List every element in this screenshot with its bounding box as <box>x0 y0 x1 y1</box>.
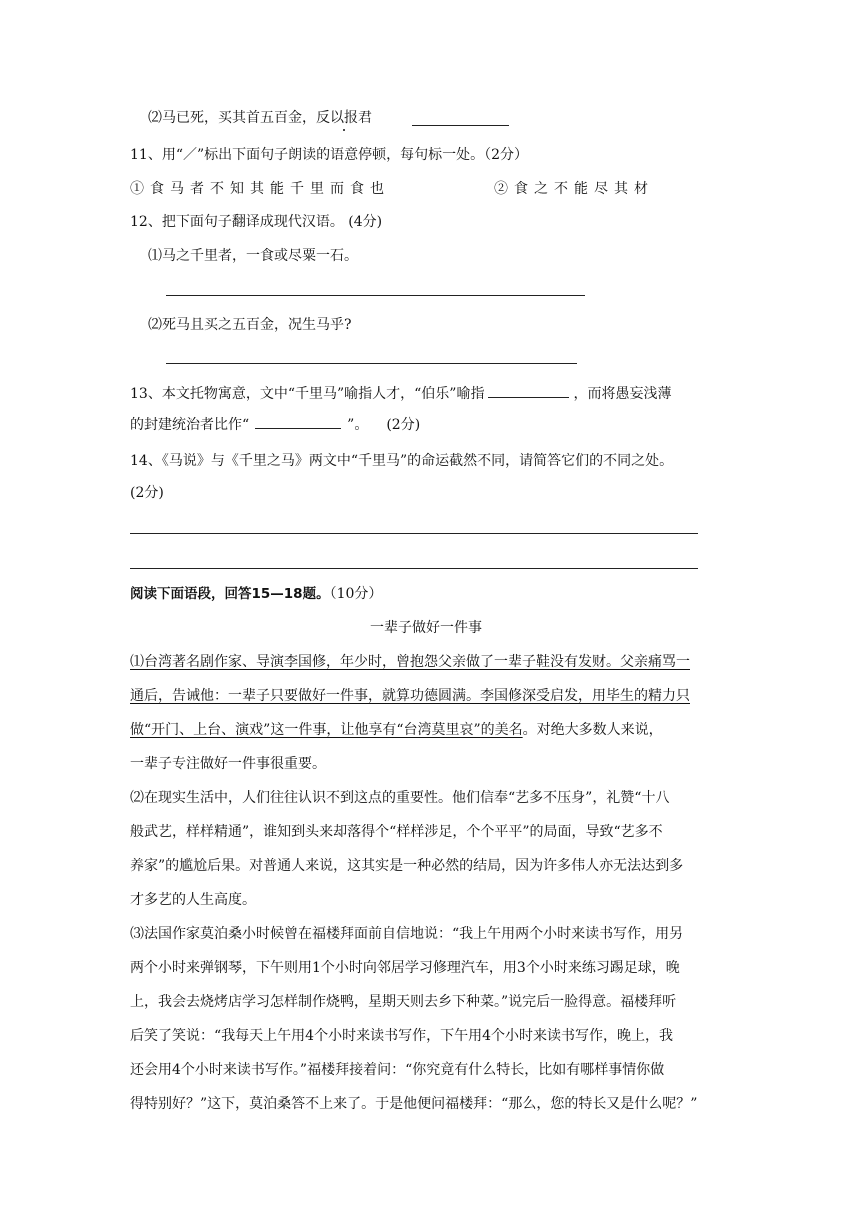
q12-answer-line-1[interactable] <box>166 295 585 296</box>
q13-blank-2[interactable] <box>255 414 341 429</box>
q12-item-2: ⑵死马且买之五百金，况生马乎? <box>148 317 352 333</box>
para1-underlined-2: 通后，告诫他：一辈子只要做好一件事，就算功德圆满。李国修深受启发，用毕生的精力只 <box>130 688 690 704</box>
para3-line-3: 上，我会去烧烤店学习怎样制作烧鸭，星期天则去乡下种菜。”说完后一脸得意。福楼拜听 <box>130 994 677 1010</box>
q13-line-2 <box>130 414 420 435</box>
q10-item-2-text: ⑵马已死，买其首五百金，反以报君 <box>148 110 372 126</box>
passage-title: 一辈子做好一件事 <box>370 620 482 636</box>
q13-text-2: ，而将愚妄浅薄 <box>573 386 672 402</box>
q13-text-1: 13、本文托物寓意，文中“千里马”喻指人才，“伯乐”喻指 <box>130 386 485 402</box>
para3-line-1: ⑶法国作家莫泊桑小时候曾在福楼拜面前自信地说：“我上午用两个小时来读书写作，用另 <box>130 926 684 942</box>
para2-line-1: ⑵在现实生活中，人们往往认识不到这点的重要性。他们信奉“艺多不压身”，礼赞“十八 <box>130 790 670 806</box>
para2-line-4: 才多艺的人生高度。 <box>130 892 256 908</box>
q10-item-2 <box>148 108 372 128</box>
q13-blank-1[interactable] <box>488 383 569 398</box>
section-heading <box>130 584 382 604</box>
para1-rest: 。对绝大多数人来说， <box>522 722 663 738</box>
q12-answer-line-2[interactable] <box>166 363 577 364</box>
para2-line-2: 般武艺，样样精通”，谁知到头来却落得个“样样涉足，个个平平”的局面，导致“艺多不 <box>130 824 663 840</box>
para3-line-4: 后笑了笑说：“我每天上午用4个小时来读书写作，下午用4个小时来读书写作，晚上，我 <box>130 1028 673 1044</box>
q14-answer-line-1[interactable] <box>130 533 698 534</box>
q13-text-4: ”。 <box>347 417 369 433</box>
para3-line-5: 还会用4个小时来读书写作。”福楼拜接着问：“你究竟有什么特长，比如有哪样事情你做 <box>130 1062 665 1078</box>
para1-line-3 <box>130 720 663 740</box>
q13-score: (2分) <box>386 417 421 433</box>
q11-item-2: ②食之不能尽其材 <box>494 181 654 197</box>
para1-underlined-3: 做“开门、上台、演戏”这一件事，让他享有“台湾莫里哀”的美名 <box>130 722 523 738</box>
q12-item-1: ⑴马之千里者，一食或尽粟一石。 <box>148 248 358 264</box>
para1-underlined-1: ⑴台湾著名剧作家、导演李国修，年少时，曾抱怨父亲做了一辈子鞋没有发财。父亲痛骂一 <box>130 654 690 670</box>
para1-line-1 <box>130 652 690 672</box>
q12-stem: 12、把下面句子翻译成现代汉语。 (4分) <box>130 214 383 230</box>
section-heading-text: 阅读下面语段，回答15—18题。 <box>130 586 330 602</box>
para1-line-2 <box>130 686 690 706</box>
q14-line-1: 14、《马说》与《千里之马》两文中“千里马”的命运截然不同，请简答它们的不同之处。 <box>130 453 674 469</box>
q11-item-1: ①食马者不知其能千里而食也 <box>130 181 390 197</box>
q13-line-1 <box>130 383 671 404</box>
q13-text-3: 的封建统治者比作“ <box>130 417 250 433</box>
para2-line-3: 养家”的尴尬后果。对普通人来说，这其实是一种必然的结局，因为许多伟人亦无法达到多 <box>130 858 684 874</box>
q11-stem: 11、用“／”标出下面句子朗读的语意停顿，每句标一处。（2分） <box>130 147 529 163</box>
emphasis-dot <box>343 129 345 131</box>
para3-line-2: 两个小时来弹钢琴，下午则用1个小时向邻居学习修理汽车，用3个小时来练习踢足球，晚 <box>130 960 680 976</box>
q14-answer-line-2[interactable] <box>130 568 698 569</box>
q14-line-2: (2分) <box>130 485 164 501</box>
q10-answer-line[interactable] <box>412 125 509 126</box>
para1-line-4: 一辈子专注做好一件事很重要。 <box>130 756 326 772</box>
section-score: （10分） <box>329 586 383 602</box>
para3-line-6: 得特别好？”这下，莫泊桑答不上来了。于是他便问福楼拜：“那么，您的特长又是什么呢？” <box>130 1096 698 1112</box>
